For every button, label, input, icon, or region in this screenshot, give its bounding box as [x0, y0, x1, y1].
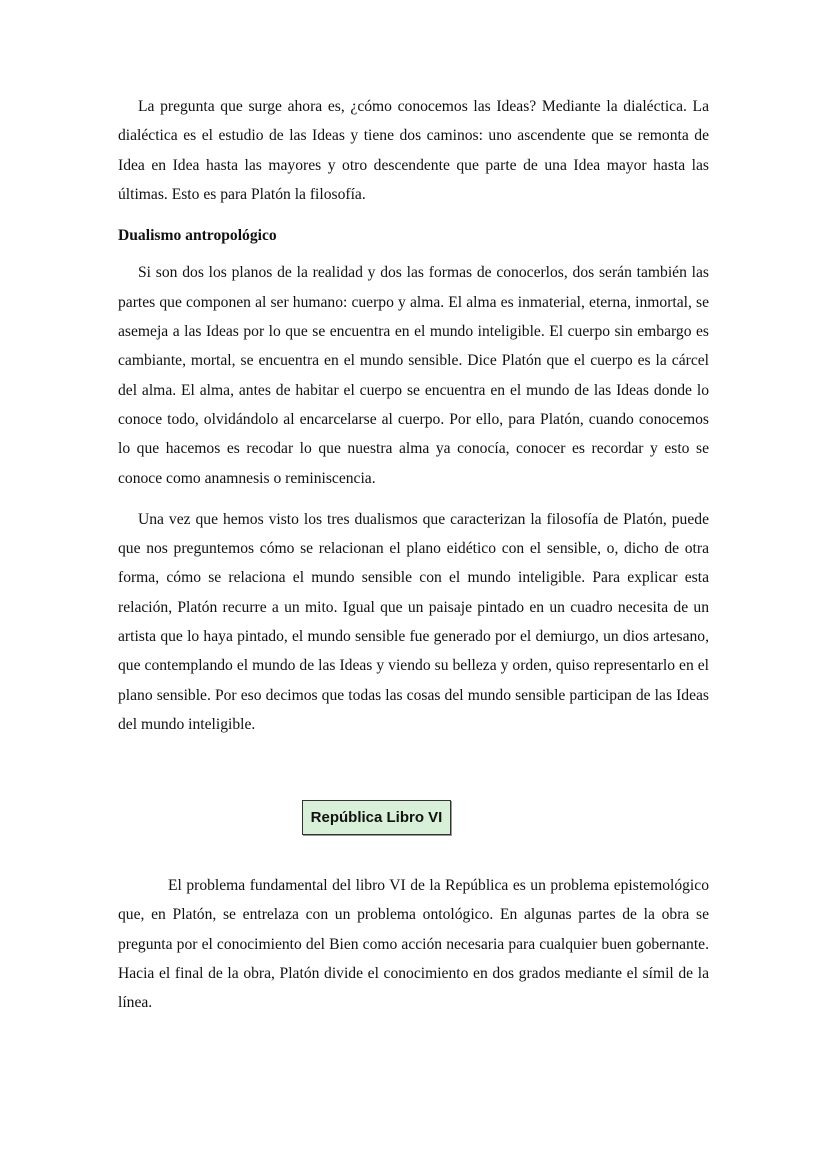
main-text-block: [118, 92, 709, 739]
paragraph-book-vi: El problema fundamental del libro VI de la República es un problema epistemológico que, en Platón, se entrelaza con un problema ontológico. En algunas partes de la obra se pregunta por el conocimiento del Bien como acción necesaria para cualquier buen gobernante. Hacia el final de la obra, Platón divide el conocimiento en dos grados mediante el símil de la línea.: [118, 877, 709, 1012]
section-heading-anthropological-dualism: Dualismo antropológico: [118, 227, 277, 245]
paragraph-body-soul: Si son dos los planos de la realidad y dos las formas de conocerlos, dos serán también las partes que componen al ser humano: cuerpo y alma. El alma es inmaterial, eterna, inmortal, se asemeja a las Ideas por lo que se encuentra en el mundo inteligible. El cuerpo sin embargo es cambiante, mortal, se encuentra en el mundo sensible. Dice Platón que el cuerpo es la cárcel del alma. El alma, antes de habitar el cuerpo se encuentra en el mundo de las Ideas donde lo conoce todo, olvidándolo al encarcelarse al cuerpo. Por ello, para Platón, cuando conocemos lo que hacemos es recodar lo que nuestra alma ya conocía, conocer es recordar y esto se conoce como anamnesis o reminiscencia.: [118, 264, 709, 487]
secondary-text-block: [118, 871, 709, 1017]
callout-box-republica: República Libro VI: [302, 800, 451, 835]
paragraph-demiurge: Una vez que hemos visto los tres dualismos que caracterizan la filosofía de Platón, puede que nos preguntemos cómo se relacionan el plano eidético con el sensible, o, dicho de otra forma, cómo se relaciona el mundo sensible con el mundo inteligible. Para explicar esta relación, Platón recurre a un mito. Igual que un paisaje pintado en un cuadro necesita de un artista que lo haya pintado, el mundo sensible fue generado por el demiurgo, un dios artesano, que contemplando el mundo de las Ideas y viendo su belleza y orden, quiso representarlo en el plano sensible. Por eso decimos que todas las cosas del mundo sensible participan de las Ideas del mundo inteligible.: [118, 510, 709, 733]
paragraph-dialectics: La pregunta que surge ahora es, ¿cómo conocemos las Ideas? Mediante la dialéctica. La dialéctica es el estudio de las Ideas y tiene dos caminos: uno ascendente que se remonta de Idea en Idea hasta las mayores y otro descendente que parte de una Idea mayor hasta las últimas. Esto es para Platón la filosofía.: [118, 98, 709, 203]
callout-box-wrapper: [302, 800, 451, 835]
